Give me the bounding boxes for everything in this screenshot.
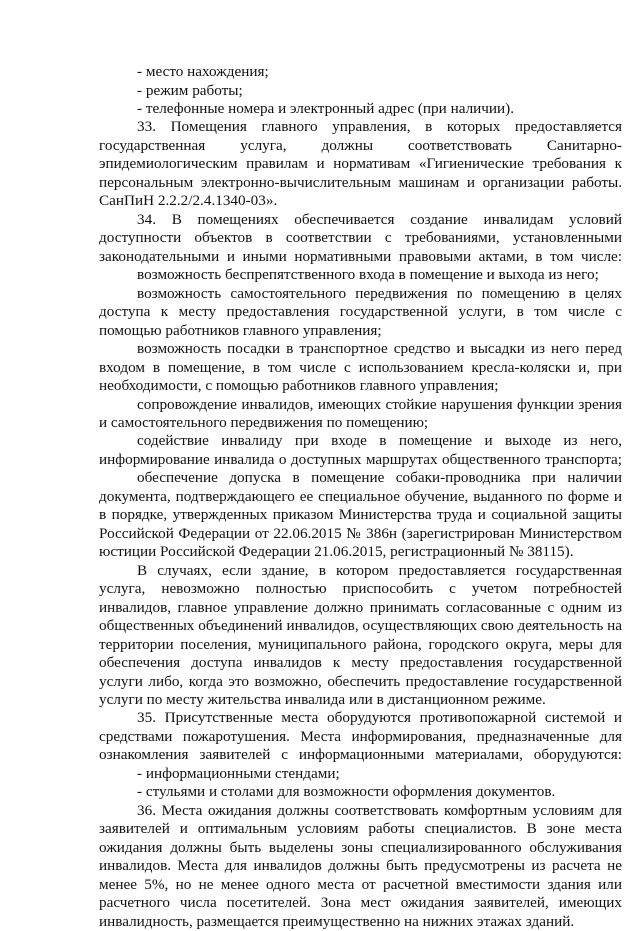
text-line: персональным электронно-вычислительным машинам и организации работы. xyxy=(99,173,622,191)
text-line: СанПиН 2.2.2/2.4.1340-03». xyxy=(99,192,278,210)
text-line: обеспечение допуска в помещение собаки-проводника при наличии xyxy=(137,469,622,487)
text-line: 34. В помещениях обеспечивается создание инвалидам условий xyxy=(137,210,622,228)
text-line: - стульями и столами для возможности оформления документов. xyxy=(137,783,556,801)
text-line: 33. Помещения главного управления, в которых предоставляется xyxy=(137,118,622,136)
text-line: - информационными стендами; xyxy=(137,764,340,782)
text-line: возможность посадки в транспортное средство и высадки из него перед xyxy=(137,340,622,357)
text-line: 35. Присутственные места оборудуются противопожарной системой и xyxy=(137,709,622,727)
text-line: расчетного числа посетителей. Зона мест ожидания заявителей, имеющих xyxy=(99,894,622,912)
text-line: эпидемиологическим правилам и нормативам «Гигиенические требования к xyxy=(99,155,622,173)
text-line: необходимости, с помощью работников главного управления; xyxy=(99,377,499,394)
text-line: - место нахождения; xyxy=(137,63,269,80)
text-line: доступа к месту предоставления государственной услуги, в том числе с xyxy=(99,303,622,321)
text-line: менее 5%, но не менее одного места от расчетной вместимости здания или xyxy=(99,875,622,893)
text-line: обеспечения доступа инвалидов к месту предоставления государственной xyxy=(99,654,622,671)
text-line: содействие инвалиду при входе в помещение и выходе из него, xyxy=(137,432,622,450)
text-line: - режим работы; xyxy=(137,81,243,99)
text-line: общественных объединений инвалидов, осуществляющих свою деятельность на xyxy=(99,617,622,635)
text-line: юстиции Российской Федерации 21.06.2015, регистрационный № 38115). xyxy=(99,543,574,561)
text-line: информирование инвалида о доступных маршрутах общественного транспорта; xyxy=(99,450,622,468)
text-line: помощью работников главного управления; xyxy=(99,321,382,339)
text-line: - телефонные номера и электронный адрес (при наличии). xyxy=(137,99,515,117)
text-line: государственная услуга, должны соответствовать Санитарно- xyxy=(99,136,622,154)
text-line: доступности объектов в соответствии с требованиями, установленными xyxy=(99,229,622,247)
text-line: ожидания должны быть выделены зоны специализированного обслуживания xyxy=(99,838,622,856)
text-line: инвалидов, главное управление должно принимать согласованные с одним из xyxy=(99,598,622,616)
text-line: средствами пожаротушения. Места информирования, предназначенные для xyxy=(99,727,622,745)
text-line: инвалидов. Места для инвалидов должны быть предусмотрены из расчета не xyxy=(99,857,622,875)
text-line: инвалидность, размещается преимущественно на нижних этажах зданий. xyxy=(99,912,575,930)
text-line: 36. Места ожидания должны соответствовать комфортным условиям для xyxy=(137,801,622,819)
text-line: и самостоятельного передвижения по помещению; xyxy=(99,413,429,431)
text-line: законодательными и иными нормативными правовыми актами, в том числе: xyxy=(99,247,622,265)
text-line: в порядке, утвержденных приказом Министерства труда и социальной защиты xyxy=(99,506,622,524)
text-line: сопровождение инвалидов, имеющих стойкие нарушения функции зрения xyxy=(137,395,622,413)
text-line: заявителей и оптимальным условиям работы специалистов. В зоне места xyxy=(99,820,622,838)
text-line: возможность беспрепятственного входа в помещение и выхода из него; xyxy=(137,266,599,284)
text-line: территории поселения, муниципального района, городского округа, меры для xyxy=(99,635,622,653)
text-line: ознакомления заявителей с информационными материалами, оборудуются: xyxy=(99,746,622,764)
text-line: документа, подтверждающего ее специальное обучение, выданного по форме и xyxy=(99,487,622,505)
text-line: услуги либо, когда это возможно, обеспечить предоставление государственной xyxy=(99,672,622,690)
text-line: Российской Федерации от 22.06.2015 № 386н (зарегистрирован Министерством xyxy=(99,524,622,542)
text-line: возможность самостоятельного передвижения по помещению в целях xyxy=(137,284,622,302)
text-line: входом в помещение, в том числе с использованием кресла-коляски и, при xyxy=(99,358,622,376)
text-line: услуга, невозможно полностью приспособить с учетом потребностей xyxy=(99,580,622,598)
text-line: В случаях, если здание, в котором предоставляется государственная xyxy=(137,561,622,579)
text-line: услуги по месту жительства инвалида или в дистанционном режиме. xyxy=(99,691,546,708)
